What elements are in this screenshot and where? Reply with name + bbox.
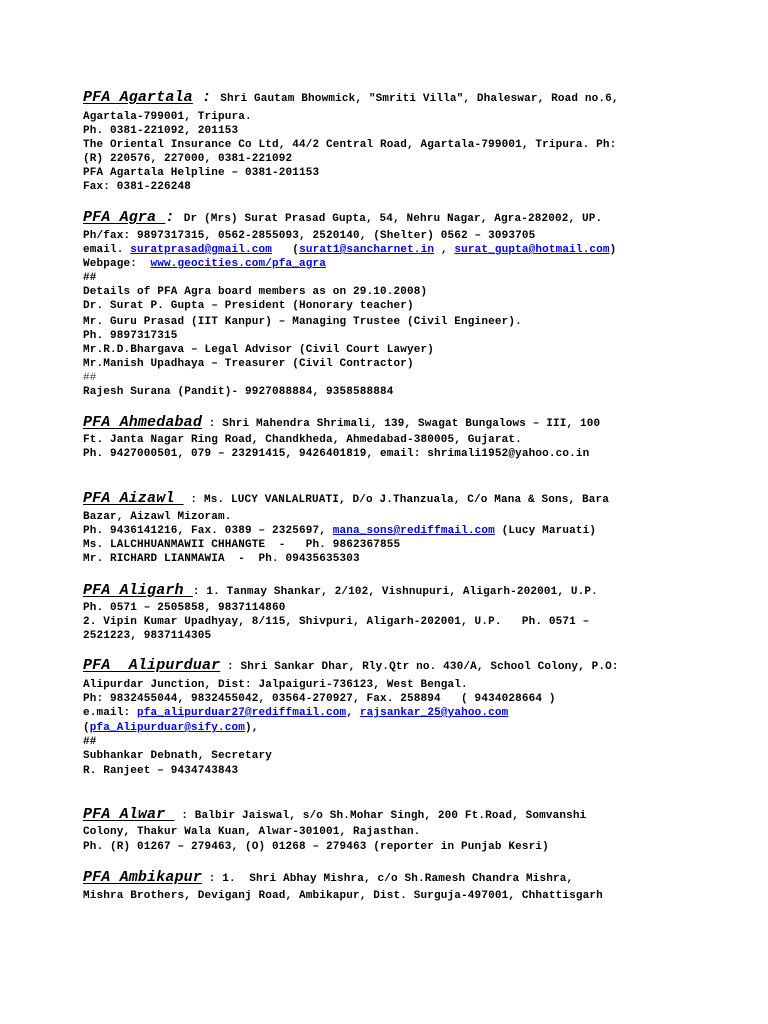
- agra-email-label: email.: [83, 244, 131, 256]
- ambikapur-heading: PFA Ambikapur: [83, 869, 202, 886]
- alwar-line-1: [83, 808, 586, 823]
- agra-line-8: Mr. Guru Prasad (IIT Kanpur) – Managing Trustee (Civil Engineer).: [83, 316, 522, 328]
- ahmedabad-line-1: [83, 416, 600, 431]
- ambikapur-line-2: Mishra Brothers, Deviganj Road, Ambikapur, Dist. Surguja-497001, Chhattisgarh: [83, 890, 603, 902]
- agra-hash-2: ##: [83, 372, 97, 384]
- alwar-colon: :: [174, 810, 195, 822]
- ambikapur-colon: :: [201, 873, 223, 885]
- alipurduar-line-8: R. Ranjeet – 9434743843: [83, 765, 239, 777]
- aizawl-line-4: Ms. LALCHHUANMAWII CHHANGTE - Ph. 9862367855: [83, 539, 401, 551]
- agartala-line-4: The Oriental Insurance Co Ltd, 44/2 Central Road, Agartala-799001, Tripura. Ph:: [83, 139, 617, 151]
- agra-email-close: ): [609, 244, 617, 256]
- alipurduar-email-link-2[interactable]: rajsankar_25@yahoo.com: [359, 707, 509, 719]
- aizawl-line-2: Bazar, Aizawl Mizoram.: [83, 511, 232, 523]
- aizawl-heading: PFA Aizawl: [83, 490, 184, 507]
- agartala-line-1: [83, 91, 619, 106]
- alipurduar-line-4: [83, 706, 508, 720]
- aligarh-line-4: 2521223, 9837114305: [83, 630, 212, 642]
- alwar-address: Balbir Jaiswal, s/o Sh.Mohar Singh, 200 Ft.Road, Somvanshi: [194, 810, 587, 822]
- alipurduar-hash: ##: [83, 736, 97, 748]
- agra-line-4: [83, 257, 326, 271]
- aizawl-colon: :: [183, 494, 204, 506]
- agra-email-link-2[interactable]: surat1@sancharnet.in: [299, 244, 435, 256]
- alipurduar-colon: :: [220, 661, 241, 673]
- agra-line-6: Details of PFA Agra board members as on 29.10.2008): [83, 286, 428, 298]
- ahmedabad-address: Shri Mahendra Shrimali, 139, Swagat Bungalows – III, 100: [222, 418, 601, 430]
- aligarh-line-3: 2. Vipin Kumar Upadhyay, 8/115, Shivpuri, Aligarh-202001, U.P. Ph. 0571 –: [83, 616, 590, 628]
- aligarh-colon: :: [192, 586, 207, 598]
- ahmedabad-colon: :: [201, 418, 223, 430]
- ahmedabad-line-2: Ft. Janta Nagar Ring Road, Chandkheda, Ahmedabad-380005, Gujarat.: [83, 434, 522, 446]
- alwar-line-2: Colony, Thakur Wala Kuan, Alwar-301001, Rajasthan.: [83, 826, 421, 838]
- alwar-line-3: Ph. (R) 01267 – 279463, (O) 01268 – 279463 (reporter in Punjab Kesri): [83, 841, 549, 853]
- agra-line-9: Ph. 9897317315: [83, 330, 178, 342]
- agra-webpage-link[interactable]: www.geocities.com/pfa_agra: [150, 258, 327, 270]
- agartala-colon: :: [192, 89, 221, 106]
- aligarh-line-1: [83, 584, 598, 599]
- aligarh-address: 1. Tanmay Shankar, 2/102, Vishnupuri, Aligarh-202001, U.P.: [206, 586, 598, 598]
- aizawl-line-5: Mr. RICHARD LIANMAWIA - Ph. 09435635303: [83, 553, 360, 565]
- alwar-heading: PFA Alwar: [83, 806, 175, 823]
- aizawl-line-1: [83, 492, 609, 507]
- agartala-line-2: Agartala-799001, Tripura.: [83, 111, 252, 123]
- agartala-line-5: (R) 220576, 227000, 0381-221092: [83, 153, 293, 165]
- alipurduar-line-7: Subhankar Debnath, Secretary: [83, 750, 273, 762]
- alipurduar-heading: PFA Alipurduar: [83, 657, 221, 674]
- aizawl-address: Ms. LUCY VANLALRUATI, D/o J.Thanzuala, C/o Mana & Sons, Bara: [203, 494, 610, 506]
- aligarh-line-2: Ph. 0571 – 2505858, 9837114860: [83, 602, 286, 614]
- agartala-line-3: Ph. 0381-221092, 201153: [83, 125, 239, 137]
- agra-line-1: [83, 211, 602, 226]
- agra-email-sep: ,: [434, 244, 455, 256]
- alipurduar-line-5: [83, 721, 259, 735]
- aligarh-heading: PFA Aligarh: [83, 582, 193, 599]
- agra-line-10: Mr.R.D.Bhargava – Legal Advisor (Civil Court Lawyer): [83, 344, 435, 356]
- agra-email-link-3[interactable]: surat_gupta@hotmail.com: [454, 244, 610, 256]
- agra-address: Dr (Mrs) Surat Prasad Gupta, 54, Nehru Nagar, Agra-282002, UP.: [183, 213, 603, 225]
- alipurduar-email-link-3[interactable]: pfa_Alipurduar@sify.com: [89, 722, 246, 734]
- agartala-address: Shri Gautam Bhowmick, "Smriti Villa", Dhaleswar, Road no.6,: [220, 93, 619, 105]
- ahmedabad-heading: PFA Ahmedabad: [83, 414, 202, 431]
- aizawl-email-link[interactable]: mana_sons@rediffmail.com: [332, 525, 495, 537]
- ahmedabad-line-3: Ph. 9427000501, 079 – 23291415, 9426401819, email: shrimali1952@yahoo.co.in: [83, 448, 590, 460]
- agra-line-3: [83, 243, 616, 257]
- alipurduar-paren-close: ),: [245, 722, 259, 734]
- agartala-heading: PFA Agartala: [83, 89, 193, 106]
- agra-line-2: Ph/fax: 9897317315, 0562-2855093, 2520140, (Shelter) 0562 – 3093705: [83, 230, 536, 242]
- agra-email-gap: (: [272, 244, 300, 256]
- alipurduar-address: Shri Sankar Dhar, Rly.Qtr no. 430/A, School Colony, P.O:: [240, 661, 619, 673]
- aizawl-line-3: [83, 524, 596, 538]
- agra-colon: :: [165, 209, 184, 226]
- aizawl-phone: Ph. 9436141216, Fax. 0389 – 2325697,: [83, 525, 333, 537]
- agra-heading: PFA Agra: [83, 209, 166, 226]
- agra-line-13: Rajesh Surana (Pandit)- 9927088884, 9358588884: [83, 386, 394, 398]
- alipurduar-email-label: e.mail:: [83, 707, 138, 719]
- agra-email-link-1[interactable]: suratprasad@gmail.com: [130, 244, 273, 256]
- ambikapur-line-1: [83, 871, 573, 886]
- alipurduar-line-2: Alipurdar Junction, Dist: Jalpaiguri-736123, West Bengal.: [83, 679, 468, 691]
- ambikapur-address: 1. Shri Abhay Mishra, c/o Sh.Ramesh Chandra Mishra,: [222, 873, 574, 885]
- agartala-line-6: PFA Agartala Helpline – 0381-201153: [83, 167, 320, 179]
- alipurduar-email-link-1[interactable]: pfa_alipurduar27@rediffmail.com: [137, 707, 347, 719]
- agartala-line-7: Fax: 0381-226248: [83, 181, 192, 193]
- alipurduar-email-sep: ,: [346, 707, 360, 719]
- agra-hash-1: ##: [83, 272, 97, 284]
- agra-line-7: Dr. Surat P. Gupta – President (Honorary teacher): [83, 300, 414, 312]
- alipurduar-line-1: [83, 659, 619, 674]
- alipurduar-line-3: Ph: 9832455044, 9832455042, 03564-270927, Fax. 258894 ( 9434028664 ): [83, 693, 556, 705]
- agra-line-11: Mr.Manish Upadhaya – Treasurer (Civil Contractor): [83, 358, 414, 370]
- agra-web-label: Webpage:: [83, 258, 151, 270]
- alipurduar-paren-open: (: [83, 722, 90, 734]
- aizawl-email-note: (Lucy Maruati): [494, 525, 597, 537]
